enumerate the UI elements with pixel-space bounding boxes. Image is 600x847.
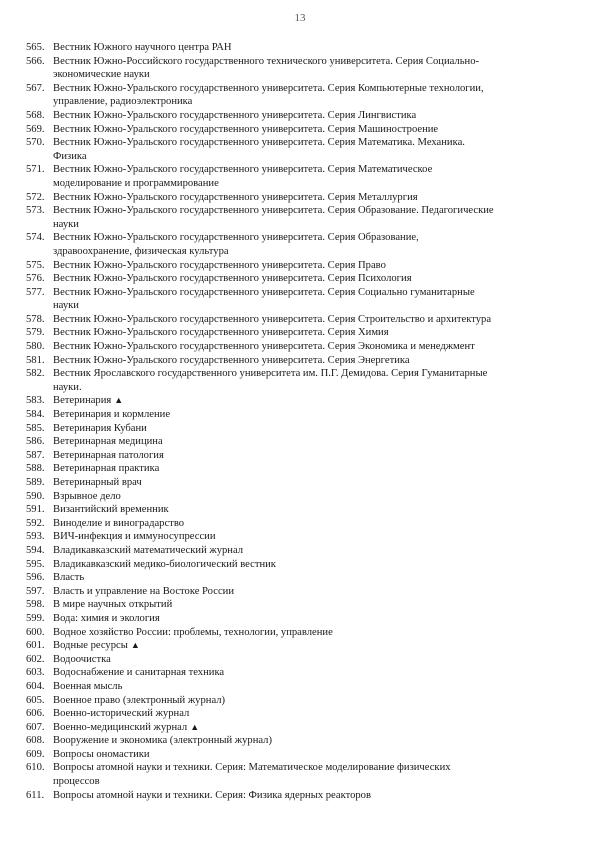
entry-title-line: Владикавказский математический журнал [53,544,244,556]
entry-title-line: Военно-исторический журнал [53,708,190,720]
entry-number: 584. [26,409,45,421]
list-item [0,435,600,449]
entry-title-line: В мире научных открытий [53,599,173,611]
entry-number: 602. [26,653,45,665]
entry-title-line: Водоочистка [53,653,111,665]
entry-title-line: Вестник Южно-Российского государственного технического университета. Серия Социально- [53,55,480,67]
entry-title-line: Вестник Южно-Уральского государственного университета. Серия Право [53,259,386,271]
list-item [0,789,600,803]
entry-title [53,598,573,612]
entry-number: 570. [26,137,45,149]
list-item [0,191,600,205]
entry-title [53,41,573,55]
entry-title [53,422,573,436]
list-item [0,612,600,626]
entry-title-line: Вестник Южно-Уральского государственного университета. Серия Компьютерные технологии, [53,82,484,94]
list-item [0,626,600,640]
entry-number: 610. [26,762,45,774]
entry-number: 593. [26,531,45,543]
entry-number: 600. [26,626,45,638]
list-item [0,666,600,680]
entry-title-line: Вестник Южно-Уральского государственного университета. Серия Математика. Механика. [53,137,465,149]
journal-list [0,41,600,802]
entry-title-line: Вода: химия и экология [53,612,160,624]
entry-title [53,326,573,340]
list-item [0,367,600,394]
entry-number: 596. [26,572,45,584]
entry-number: 578. [26,313,45,325]
entry-number: 594. [26,544,45,556]
list-item [0,761,600,788]
entry-number: 566. [26,55,45,67]
list-item [0,204,600,231]
entry-title-line: Вооружение и экономика (электронный журнал) [53,735,272,747]
list-item [0,163,600,190]
entry-number: 585. [26,422,45,434]
list-item [0,354,600,368]
entry-title-line: Вопросы атомной науки и техники. Серия: Физика ядерных реакторов [53,789,371,801]
list-item [0,721,600,735]
entry-title-line: Вестник Ярославского государственного университета им. П.Г. Демидова. Серия Гуманитарные [53,368,488,380]
entry-title-line: Ветеринарная практика [53,463,160,475]
entry-title-line: Вестник Южного научного центра РАН [53,42,232,53]
entry-number: 607. [26,721,45,733]
entry-title-line: Византийский временник [53,504,169,516]
entry-title-line: Вопросы атомной науки и техники. Серия: Математическое моделирование физических [53,762,451,774]
entry-number: 577. [26,286,45,298]
list-item [0,530,600,544]
entry-title [53,394,573,408]
entry-title-line: Вестник Южно-Уральского государственного университета. Серия Математическое [53,164,433,176]
entry-title [53,204,573,231]
entry-title-line: здравоохранение, физическая культура [53,245,229,257]
entry-title [53,55,573,82]
entry-number: 586. [26,436,45,448]
entry-title-line: Физика [53,150,87,162]
list-item [0,313,600,327]
entry-number: 575. [26,259,45,271]
entry-title [53,272,573,286]
entry-title [53,435,573,449]
entry-title [53,82,573,109]
entry-title-line: Вестник Южно-Уральского государственного университета. Серия Химия [53,327,389,339]
entry-title-line: Ветеринария [53,395,112,407]
entry-title-line: управление, радиоэлектроника [53,96,193,108]
entry-number: 603. [26,667,45,679]
entry-title-line: Военное право (электронный журнал) [53,694,226,706]
list-item [0,408,600,422]
list-item [0,639,600,653]
entry-title-line: ВИЧ-инфекция и иммуносупрессии [53,531,216,543]
entry-title [53,340,573,354]
entry-number: 572. [26,191,45,203]
entry-title [53,136,573,163]
entry-number: 571. [26,164,45,176]
entry-title-line: Ветеринария и кормление [53,409,171,421]
entry-title-line: Водное хозяйство России: проблемы, технологии, управление [53,626,333,638]
entry-title-line: Власть и управление на Востоке России [53,585,234,597]
page-number: 13 [294,12,306,24]
list-item [0,82,600,109]
entry-title-line: моделирование и программирование [53,177,219,189]
entry-title-line: процессов [53,776,100,788]
entry-title [53,721,573,735]
entry-title [53,517,573,531]
entry-title-line: науки. [53,381,82,393]
entry-title-line: Вестник Южно-Уральского государственного университета. Серия Социально гуманитарные [53,286,475,298]
triangle-marker-icon: ▲ [130,640,140,651]
list-item [0,653,600,667]
entry-title-line: науки [53,300,79,312]
entry-title-line: Виноделие и виноградарство [53,517,185,529]
entry-title-line: Военно-медицинский журнал [53,721,188,733]
entry-number: 611. [26,789,45,801]
entry-number: 568. [26,109,45,121]
entry-title-line: Ветеринария Кубани [53,422,147,434]
list-item [0,272,600,286]
entry-title-line: Вестник Южно-Уральского государственного университета. Серия Энергетика [53,354,410,366]
list-item [0,259,600,273]
list-item [0,286,600,313]
entry-number: 605. [26,694,45,706]
entry-title [53,286,573,313]
list-item [0,558,600,572]
entry-title-line: Ветеринарная патология [53,449,164,461]
list-item [0,748,600,762]
entry-title [53,748,573,762]
entry-title-line: Взрывное дело [53,490,121,502]
list-item [0,449,600,463]
entry-number: 569. [26,123,45,135]
entry-title [53,639,573,653]
list-item [0,123,600,137]
entry-title [53,666,573,680]
entry-number: 580. [26,341,45,353]
list-item [0,503,600,517]
entry-title [53,449,573,463]
entry-title [53,191,573,205]
entry-number: 601. [26,640,45,652]
entry-title [53,694,573,708]
entry-title-line: Вестник Южно-Уральского государственного университета. Серия Лингвистика [53,109,417,121]
entry-number: 597. [26,585,45,597]
list-item [0,422,600,436]
list-item [0,544,600,558]
list-item [0,598,600,612]
entry-title-line: Ветеринарная медицина [53,436,163,448]
entry-number: 591. [26,504,45,516]
list-item [0,585,600,599]
list-item [0,136,600,163]
entry-number: 604. [26,680,45,692]
entry-number: 595. [26,558,45,570]
entry-number: 587. [26,449,45,461]
triangle-marker-icon: ▲ [190,721,200,732]
entry-title-line: Военная мысль [53,680,123,692]
entry-title [53,313,573,327]
entry-number: 589. [26,477,45,488]
entry-title [53,612,573,626]
list-item [0,571,600,585]
entry-title [53,761,573,788]
list-item [0,694,600,708]
entry-title-line: Владикавказский медико-биологический вестник [53,558,276,570]
entry-title [53,530,573,544]
entry-title [53,259,573,273]
entry-title-line: Водоснабжение и санитарная техника [53,667,225,679]
entry-title [53,680,573,694]
entry-number: 565. [26,42,45,53]
list-item [0,462,600,476]
entry-number: 582. [26,368,45,380]
list-item [0,41,600,55]
entry-number: 590. [26,490,45,502]
list-item [0,55,600,82]
entry-number: 598. [26,599,45,611]
entry-number: 606. [26,708,45,720]
entry-number: 599. [26,612,45,624]
entry-number: 573. [26,205,45,217]
entry-title [53,571,573,585]
entry-title [53,503,573,517]
entry-title [53,163,573,190]
entry-title-line: Водные ресурсы [53,640,128,652]
entry-title [53,490,573,504]
entry-title-line: Вестник Южно-Уральского государственного университета. Серия Строительство и архитектура [53,313,492,325]
entry-title [53,231,573,258]
entry-title [53,653,573,667]
entry-title-line: экономические науки [53,69,150,81]
list-item [0,340,600,354]
entry-number: 576. [26,273,45,285]
entry-number: 592. [26,517,45,529]
list-item [0,394,600,408]
entry-title [53,734,573,748]
entry-number: 567. [26,82,45,94]
entry-title-line: Вестник Южно-Уральского государственного университета. Серия Психология [53,273,412,285]
entry-number: 581. [26,354,45,366]
list-item [0,707,600,721]
entry-number: 609. [26,748,45,760]
entry-title-line: Вестник Южно-Уральского государственного университета. Серия Экономика и менеджмент [53,341,475,353]
list-item [0,109,600,123]
entry-title [53,476,573,490]
list-item [0,680,600,694]
list-item [0,517,600,531]
entry-number: 583. [26,395,45,407]
entry-title [53,354,573,368]
list-item [0,231,600,258]
entry-title [53,408,573,422]
entry-title [53,789,573,803]
entry-title [53,367,573,394]
entry-number: 574. [26,232,45,244]
entry-title [53,544,573,558]
entry-number: 579. [26,327,45,339]
entry-title [53,558,573,572]
entry-title [53,707,573,721]
entry-title-line: науки [53,218,79,230]
entry-title [53,585,573,599]
entry-title [53,462,573,476]
triangle-marker-icon: ▲ [114,395,124,406]
entry-title-line: Власть [53,572,85,584]
entry-title-line: Вестник Южно-Уральского государственного университета. Серия Образование, [53,232,419,244]
entry-title-line: Вестник Южно-Уральского государственного университета. Серия Образование. Педагогические [53,205,494,217]
entry-number: 608. [26,735,45,747]
list-item [0,476,600,490]
entry-title [53,123,573,137]
list-item [0,326,600,340]
entry-title-line: Ветеринарный врач [53,477,142,488]
list-item [0,734,600,748]
entry-title [53,109,573,123]
entry-title [53,626,573,640]
list-item [0,490,600,504]
entry-number: 588. [26,463,45,475]
entry-title-line: Вопросы ономастики [53,748,150,760]
entry-title-line: Вестник Южно-Уральского государственного университета. Серия Металлургия [53,191,418,203]
entry-title-line: Вестник Южно-Уральского государственного университета. Серия Машиностроение [53,123,439,135]
